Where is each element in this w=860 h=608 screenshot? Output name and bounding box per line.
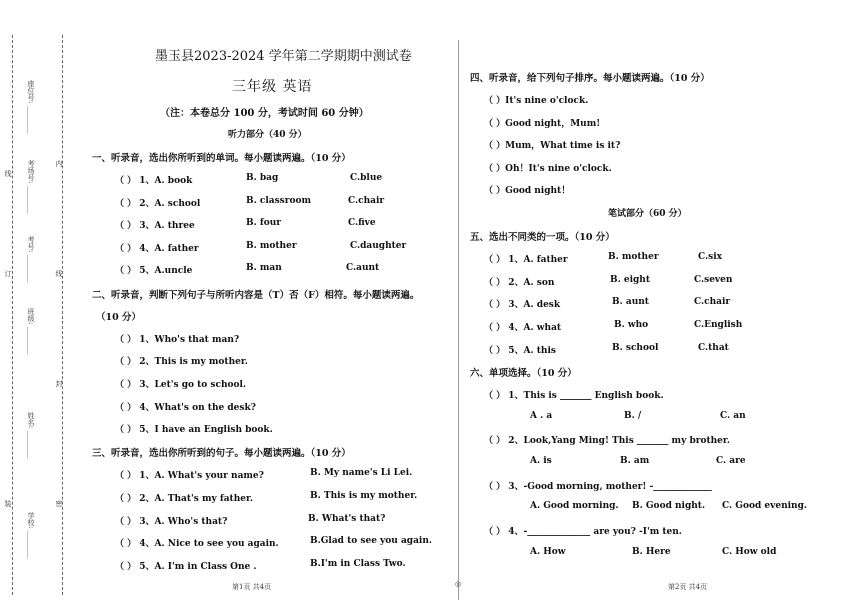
s5-item-2-b: B. eight [610, 275, 651, 285]
s2-item-2: （ ） 2、This is my mother. [115, 357, 248, 367]
margin-label-seat-number: 座位号: ________ [27, 80, 35, 134]
s1-item-2: （ ） 2、A. school [115, 199, 201, 209]
s6-q2: （ ） 2、Look,Yang Ming! This _______ my brother. [484, 436, 730, 446]
s1-item-3: （ ） 3、A. three [115, 221, 195, 231]
binding-line-inner [62, 35, 63, 595]
s5-item-5: （ ） 5、A. this [484, 346, 556, 356]
binding-line-outer [12, 35, 13, 595]
s3-item-1-b: B. My name's Li Lei. [310, 468, 413, 478]
s1-item-1-c: C.blue [350, 173, 383, 183]
s6-q1: （ ） 1、This is _______ English book. [484, 391, 664, 401]
margin-label-school: 学校: ________ [27, 512, 35, 559]
s6-q2-b: B. am [620, 456, 650, 466]
s3-item-2-b: B. This is my mother. [310, 491, 418, 501]
s4-item-2: （ ）Good night，Mum! [484, 119, 601, 129]
s6-q3-b: B. Good night. [632, 501, 706, 511]
s1-item-5: （ ） 5、A.uncle [115, 266, 193, 276]
s6-q4: （ ） 4、-______________ are you? -I'm ten. [484, 527, 682, 537]
s4-item-4: （ ）Oh！It's nine o'clock. [484, 164, 612, 174]
s4-item-3: （ ）Mum，What time is it? [484, 141, 621, 151]
s2-item-5: （ ） 5、I have an English book. [115, 425, 273, 435]
s5-item-5-c: C.that [698, 343, 729, 353]
s6-q3-a: A. Good morning. [530, 501, 619, 511]
s5-item-4-c: C.English [694, 320, 743, 330]
s1-item-1: （ ） 1、A. book [115, 176, 193, 186]
sealed-char-1: 密 [55, 500, 63, 507]
s6-q1-b: B. / [624, 411, 642, 421]
s3-item-4-a: （ ） 4、A. Nice to see you again. [115, 539, 279, 549]
margin-label-name: 姓名: ________ [27, 412, 35, 459]
binding-char-1: 装 [4, 500, 12, 507]
s6-q2-a: A. is [530, 456, 552, 466]
s3-item-3-b: B. What's that? [308, 514, 386, 524]
sealed-char-4: 内 [55, 160, 63, 167]
s1-item-5-b: B. man [246, 263, 282, 273]
s5-item-1: （ ） 1、A. father [484, 255, 568, 265]
s2-item-4: （ ） 4、What's on the desk? [115, 403, 256, 413]
s1-item-3-b: B. four [246, 218, 282, 228]
s1-item-3-c: C.five [348, 218, 376, 228]
page-number-left: 第1页 共4页 [232, 583, 272, 591]
s1-item-4-c: C.daughter [350, 241, 407, 251]
binding-char-2: 订 [4, 270, 12, 277]
writing-heading: 笔试部分（60 分） [608, 209, 687, 219]
s5-item-4: （ ） 4、A. what [484, 323, 562, 333]
section-4-heading: 四、听录音，给下列句子排序。每小题读两遍。（10 分） [470, 73, 710, 84]
exam-note: （注：本卷总分 100 分，考试时间 60 分钟） [160, 108, 369, 119]
section-3-heading: 三、听录音，选出你所听到的句子。每小题读两遍。（10 分） [92, 448, 351, 459]
s1-item-4: （ ） 4、A. father [115, 244, 199, 254]
s4-item-5: （ ）Good night！ [484, 186, 571, 196]
section-6-heading: 六、单项选择。（10 分） [470, 368, 577, 379]
s3-item-4-b: B.Glad to see you again. [310, 536, 433, 546]
s5-item-2: （ ） 2、A. son [484, 278, 555, 288]
section-5-heading: 五、选出不同类的一项。（10 分） [470, 232, 615, 243]
s2-item-3: （ ） 3、Let's go to school. [115, 380, 247, 390]
s6-q3-c: C. Good evening. [722, 501, 808, 511]
s3-item-5-b: B.I'm in Class Two. [310, 559, 406, 569]
s6-q4-c: C. How old [722, 547, 777, 557]
exam-title: 墨玉县2023-2024 学年第二学期期中测试卷 [155, 49, 412, 64]
s2-item-1: （ ） 1、Who's that man? [115, 335, 240, 345]
s5-item-3-b: B. aunt [612, 297, 649, 307]
s3-item-2-a: （ ） 2、A. That's my father. [115, 494, 254, 504]
s5-item-3-c: C.chair [694, 297, 731, 307]
s5-item-4-b: B. who [614, 320, 649, 330]
section-1-heading: 一、听录音，选出你所听到的单词。每小题读两遍。（10 分） [92, 153, 351, 164]
exam-subtitle: 三年级 英语 [232, 79, 313, 95]
s5-item-5-b: B. school [612, 343, 659, 353]
s5-item-2-c: C.seven [694, 275, 733, 285]
section-2-heading-points: （10 分） [96, 312, 142, 323]
s1-item-2-b: B. classroom [246, 196, 312, 206]
s6-q1-c: C. an [720, 411, 746, 421]
s6-q2-c: C. are [716, 456, 746, 466]
s3-item-1-a: （ ） 1、A. What's your name? [115, 471, 264, 481]
listening-heading: 听力部分（40 分） [228, 130, 307, 140]
column-divider [458, 40, 459, 600]
s6-q1-a: A . a [530, 411, 553, 421]
s5-item-1-c: C.six [698, 252, 722, 262]
sealed-char-2: 封 [55, 380, 63, 387]
s1-item-2-c: C.chair [348, 196, 385, 206]
s5-item-1-b: B. mother [608, 252, 659, 262]
margin-label-class: 班级: ________ [27, 308, 35, 355]
footer-center-mark: ◎ [455, 580, 462, 588]
s5-item-3: （ ） 3、A. desk [484, 300, 561, 310]
margin-label-exam-room: 考场号: ________ [27, 160, 35, 214]
s6-q3: （ ） 3、-Good morning, mother! -_____________ [484, 482, 712, 492]
s6-q4-a: A. How [530, 547, 566, 557]
section-2-heading: 二、听录音，判断下列句子与所听内容是（T）否（F）相符。每小题读两遍。 [92, 290, 420, 301]
s1-item-1-b: B. bag [246, 173, 279, 183]
page-number-right: 第2页 共4页 [668, 583, 708, 591]
s4-item-1: （ ）It's nine o'clock. [484, 96, 589, 106]
s1-item-4-b: B. mother [246, 241, 297, 251]
sealed-char-3: 线 [55, 270, 63, 277]
margin-label-exam-number: 考号: ________ [27, 236, 35, 283]
s1-item-5-c: C.aunt [346, 263, 380, 273]
s6-q4-b: B. Here [632, 547, 671, 557]
s3-item-5-a: （ ） 5、A. I'm in Class One . [115, 562, 257, 572]
s3-item-3-a: （ ） 3、A. Who's that? [115, 517, 228, 527]
binding-char-3: 线 [4, 170, 12, 177]
